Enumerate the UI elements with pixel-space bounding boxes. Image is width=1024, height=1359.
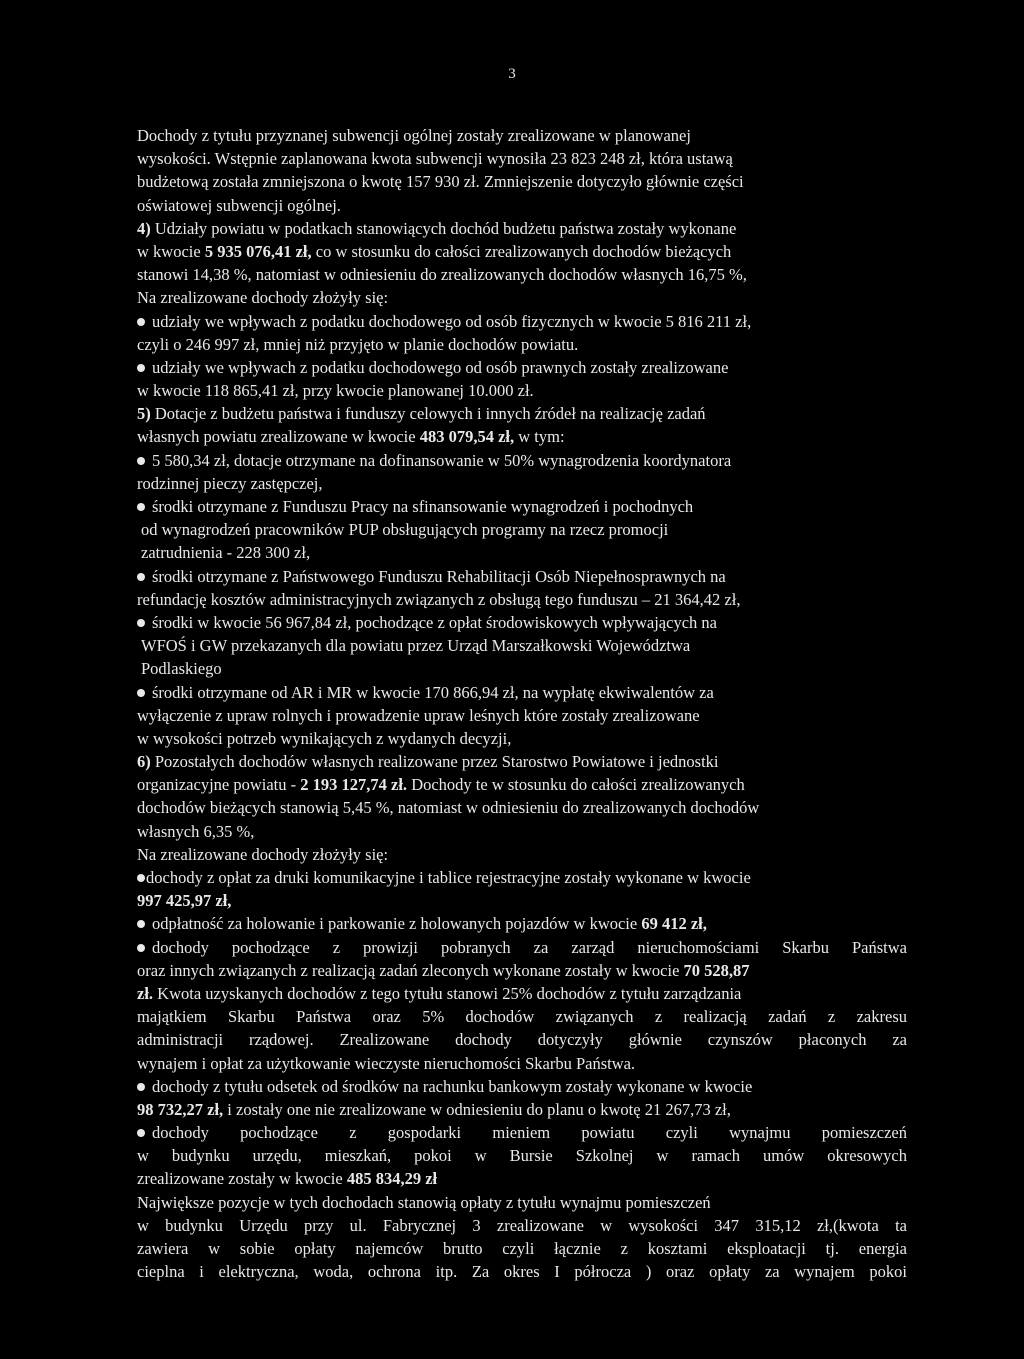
text-span: Pozostałych dochodów własnych realizowane przez Starostwo Powiatowe i jednostki: [150, 752, 719, 772]
text-span: oraz innych związanych z realizacją zadań zleconych wykonane zostały w kwocie: [137, 960, 684, 980]
text-line: Podlaskiego: [141, 659, 222, 679]
text-span: środki w kwocie 56 967,84 zł, pochodzące z opłat środowiskowych wpływających na: [152, 612, 717, 632]
bullet-icon: [137, 1129, 145, 1137]
list-item: [137, 912, 907, 935]
document-body: [137, 124, 907, 1283]
text-span: dochody z opłat za druki komunikacyjne i tablice rejestracyjne zostały wykonane w kwocie: [146, 868, 751, 887]
text-span: i zostały one nie zrealizowane w odniesieniu do planu o kwotę 21 267,73 zł,: [223, 1099, 731, 1119]
text-span: dochody z tytułu odsetek od środków na rachunku bankowym zostały wykonane w kwocie: [152, 1076, 753, 1096]
text-span: zrealizowane zostały w kwocie: [137, 1169, 347, 1189]
text-line: w wysokości potrzeb wynikających z wydanych decyzji,: [137, 728, 512, 748]
text-line: oświatowej subwencji ogólnej.: [137, 195, 341, 215]
bullet-icon: [137, 457, 145, 465]
text-line: [137, 982, 907, 1005]
bullet-icon: [137, 503, 145, 511]
bullet-icon: [137, 318, 145, 326]
text-line: własnych 6,35 %,: [137, 821, 255, 841]
text-line: Na zrealizowane dochody złożyły się:: [137, 844, 389, 864]
text-span: środki otrzymane z Funduszu Pracy na sfinansowanie wynagrodzeń i pochodnych: [152, 497, 694, 516]
bullet-icon: [137, 619, 145, 627]
text-span: środki otrzymane z Państwowego Funduszu Rehabilitacji Osób Niepełnosprawnych na: [152, 566, 726, 586]
text-line: cieplna i elektryczna, woda, ochrona itp. Za okres I półrocza ) oraz opłaty za wynajem pokoi: [137, 1262, 907, 1282]
text-span: co w stosunku do całości zrealizowanych dochodów bieżących: [311, 241, 732, 261]
text-line: [137, 240, 907, 263]
text-span: Udziały powiatu w podatkach stanowiących dochód budżetu państwa zostały wykonane: [150, 218, 737, 238]
text-line: Dochody z tytułu przyznanej subwencji ogólnej zostały zrealizowane w planowanej: [137, 126, 691, 145]
text-span: organizacyjne powiatu -: [137, 775, 301, 795]
text-span: w tym:: [514, 427, 565, 447]
list-item: [137, 449, 907, 472]
section-6-heading-line: [137, 750, 907, 773]
section-number: 4): [137, 218, 151, 238]
list-item: [137, 936, 907, 959]
amount-bold: 2 193 127,74 zł.: [300, 775, 408, 795]
text-line: stanowi 14,38 %, natomiast w odniesieniu do zrealizowanych dochodów własnych 16,75 %,: [137, 265, 747, 285]
text-line: wyłączenie z upraw rolnych i prowadzenie upraw leśnych które zostały zrealizowane: [137, 705, 700, 725]
list-item: [137, 356, 907, 379]
text-span: własnych powiatu zrealizowane w kwocie: [137, 427, 420, 447]
bullet-icon: [137, 874, 145, 882]
text-span: dochody pochodzące z gospodarki mieniem powiatu czyli wynajmu pomieszczeń: [152, 1123, 907, 1143]
text-line: [137, 959, 907, 982]
text-span: środki otrzymane od AR i MR w kwocie 170 866,94 zł, na wypłatę ekwiwalentów za: [152, 682, 714, 702]
text-span: udziały we wpływach z podatku dochodowego od osób prawnych zostały zrealizowane: [152, 357, 729, 377]
text-span: w kwocie: [137, 241, 205, 261]
section-number: 6): [137, 752, 151, 772]
text-line: [137, 425, 907, 448]
text-line: od wynagrodzeń pracowników PUP obsługujących programy na rzecz promocji: [141, 520, 669, 540]
text-line: budżetową została zmniejszona o kwotę 157 930 zł. Zmniejszenie dotyczyło głównie części: [137, 172, 744, 192]
amount-bold: 485 834,29 zł: [346, 1169, 438, 1189]
section-5-heading-line: [137, 402, 907, 425]
text-span: odpłatność za holowanie i parkowanie z holowanych pojazdów w kwocie: [152, 914, 642, 934]
list-item: [137, 681, 907, 704]
list-item: [137, 495, 907, 518]
text-span: Kwota uzyskanych dochodów z tego tytułu stanowi 25% dochodów z tytułu zarządzania: [153, 983, 742, 1003]
list-item: [137, 1121, 907, 1144]
text-line: majątkiem Skarbu Państwa oraz 5% dochodów związanych z realizacją zadań z zakresu: [137, 1007, 907, 1027]
list-item: [137, 611, 907, 634]
list-item: [137, 866, 907, 889]
amount-bold: 98 732,27 zł,: [137, 1099, 224, 1119]
page-number: 3: [508, 66, 516, 82]
text-line: [137, 1098, 907, 1121]
list-item: [137, 310, 907, 333]
text-line: [137, 1167, 907, 1190]
text-line: czyli o 246 997 zł, mniej niż przyjęto w planie dochodów powiatu.: [137, 334, 579, 354]
bullet-icon: [137, 1083, 145, 1091]
text-span: udziały we wpływach z podatku dochodowego od osób fizycznych w kwocie 5 816 211 zł,: [152, 311, 752, 331]
amount-bold: 70 528,87: [683, 960, 750, 980]
text-line: administracji rządowej. Zrealizowane dochody dotyczyły głównie czynszów płaconych za: [137, 1030, 907, 1050]
bullet-icon: [137, 364, 145, 372]
text-line: rodzinnej pieczy zastępczej,: [137, 473, 323, 493]
text-span: 5 580,34 zł, dotacje otrzymane na dofinansowanie w 50% wynagrodzenia koordynatora: [152, 450, 732, 470]
text-span: Dotacje z budżetu państwa i funduszy celowych i innych źródeł na realizację zadań: [150, 404, 706, 424]
text-line: dochodów bieżących stanowią 5,45 %, natomiast w odniesieniu do zrealizowanych dochodów: [137, 798, 760, 818]
text-line: WFOŚ i GW przekazanych dla powiatu przez Urząd Marszałkowski Województwa: [141, 636, 691, 656]
list-item: [137, 565, 907, 588]
text-line: Na zrealizowane dochody złożyły się:: [137, 288, 389, 308]
amount-bold: 5 935 076,41 zł,: [204, 241, 312, 261]
section-number: 5): [137, 404, 151, 424]
text-line: wynajem i opłat za użytkowanie wieczyste nieruchomości Skarbu Państwa.: [137, 1053, 636, 1073]
text-span: dochody pochodzące z prowizji pobranych za zarząd nieruchomościami Skarbu Państwa: [152, 937, 907, 957]
bullet-icon: [137, 573, 145, 581]
text-line: w budynku Urzędu przy ul. Fabrycznej 3 zrealizowane w wysokości 347 315,12 zł,(kwota ta: [137, 1215, 907, 1235]
bullet-icon: [137, 920, 145, 928]
list-item: [137, 1075, 907, 1098]
amount-bold: zł.: [137, 983, 154, 1003]
text-line: Największe pozycje w tych dochodach stanowią opłaty z tytułu wynajmu pomieszczeń: [137, 1192, 711, 1212]
text-line: wysokości. Wstępnie zaplanowana kwota subwencji wynosiła 23 823 248 zł, która ustawą: [137, 149, 733, 169]
amount-bold: 69 412 zł,: [641, 914, 707, 934]
text-line: refundację kosztów administracyjnych związanych z obsługą tego funduszu – 21 364,42 zł,: [137, 589, 741, 609]
amount-bold: 483 079,54 zł,: [419, 427, 515, 447]
text-line: zawiera w sobie opłaty najemców brutto czyli łącznie z kosztami eksploatacji tj. energia: [137, 1239, 907, 1258]
text-line: [137, 773, 907, 796]
bullet-icon: [137, 689, 145, 697]
amount-bold-line: 997 425,97 zł,: [137, 891, 232, 911]
text-span: Dochody te w stosunku do całości zrealizowanych: [407, 775, 745, 795]
section-4-heading-line: [137, 217, 907, 240]
text-line: zatrudnienia - 228 300 zł,: [141, 543, 311, 563]
text-line: w kwocie 118 865,41 zł, przy kwocie planowanej 10.000 zł.: [137, 381, 534, 401]
text-line: w budynku urzędu, mieszkań, pokoi w Bursie Szkolnej w ramach umów okresowych: [137, 1146, 907, 1166]
bullet-icon: [137, 944, 145, 952]
